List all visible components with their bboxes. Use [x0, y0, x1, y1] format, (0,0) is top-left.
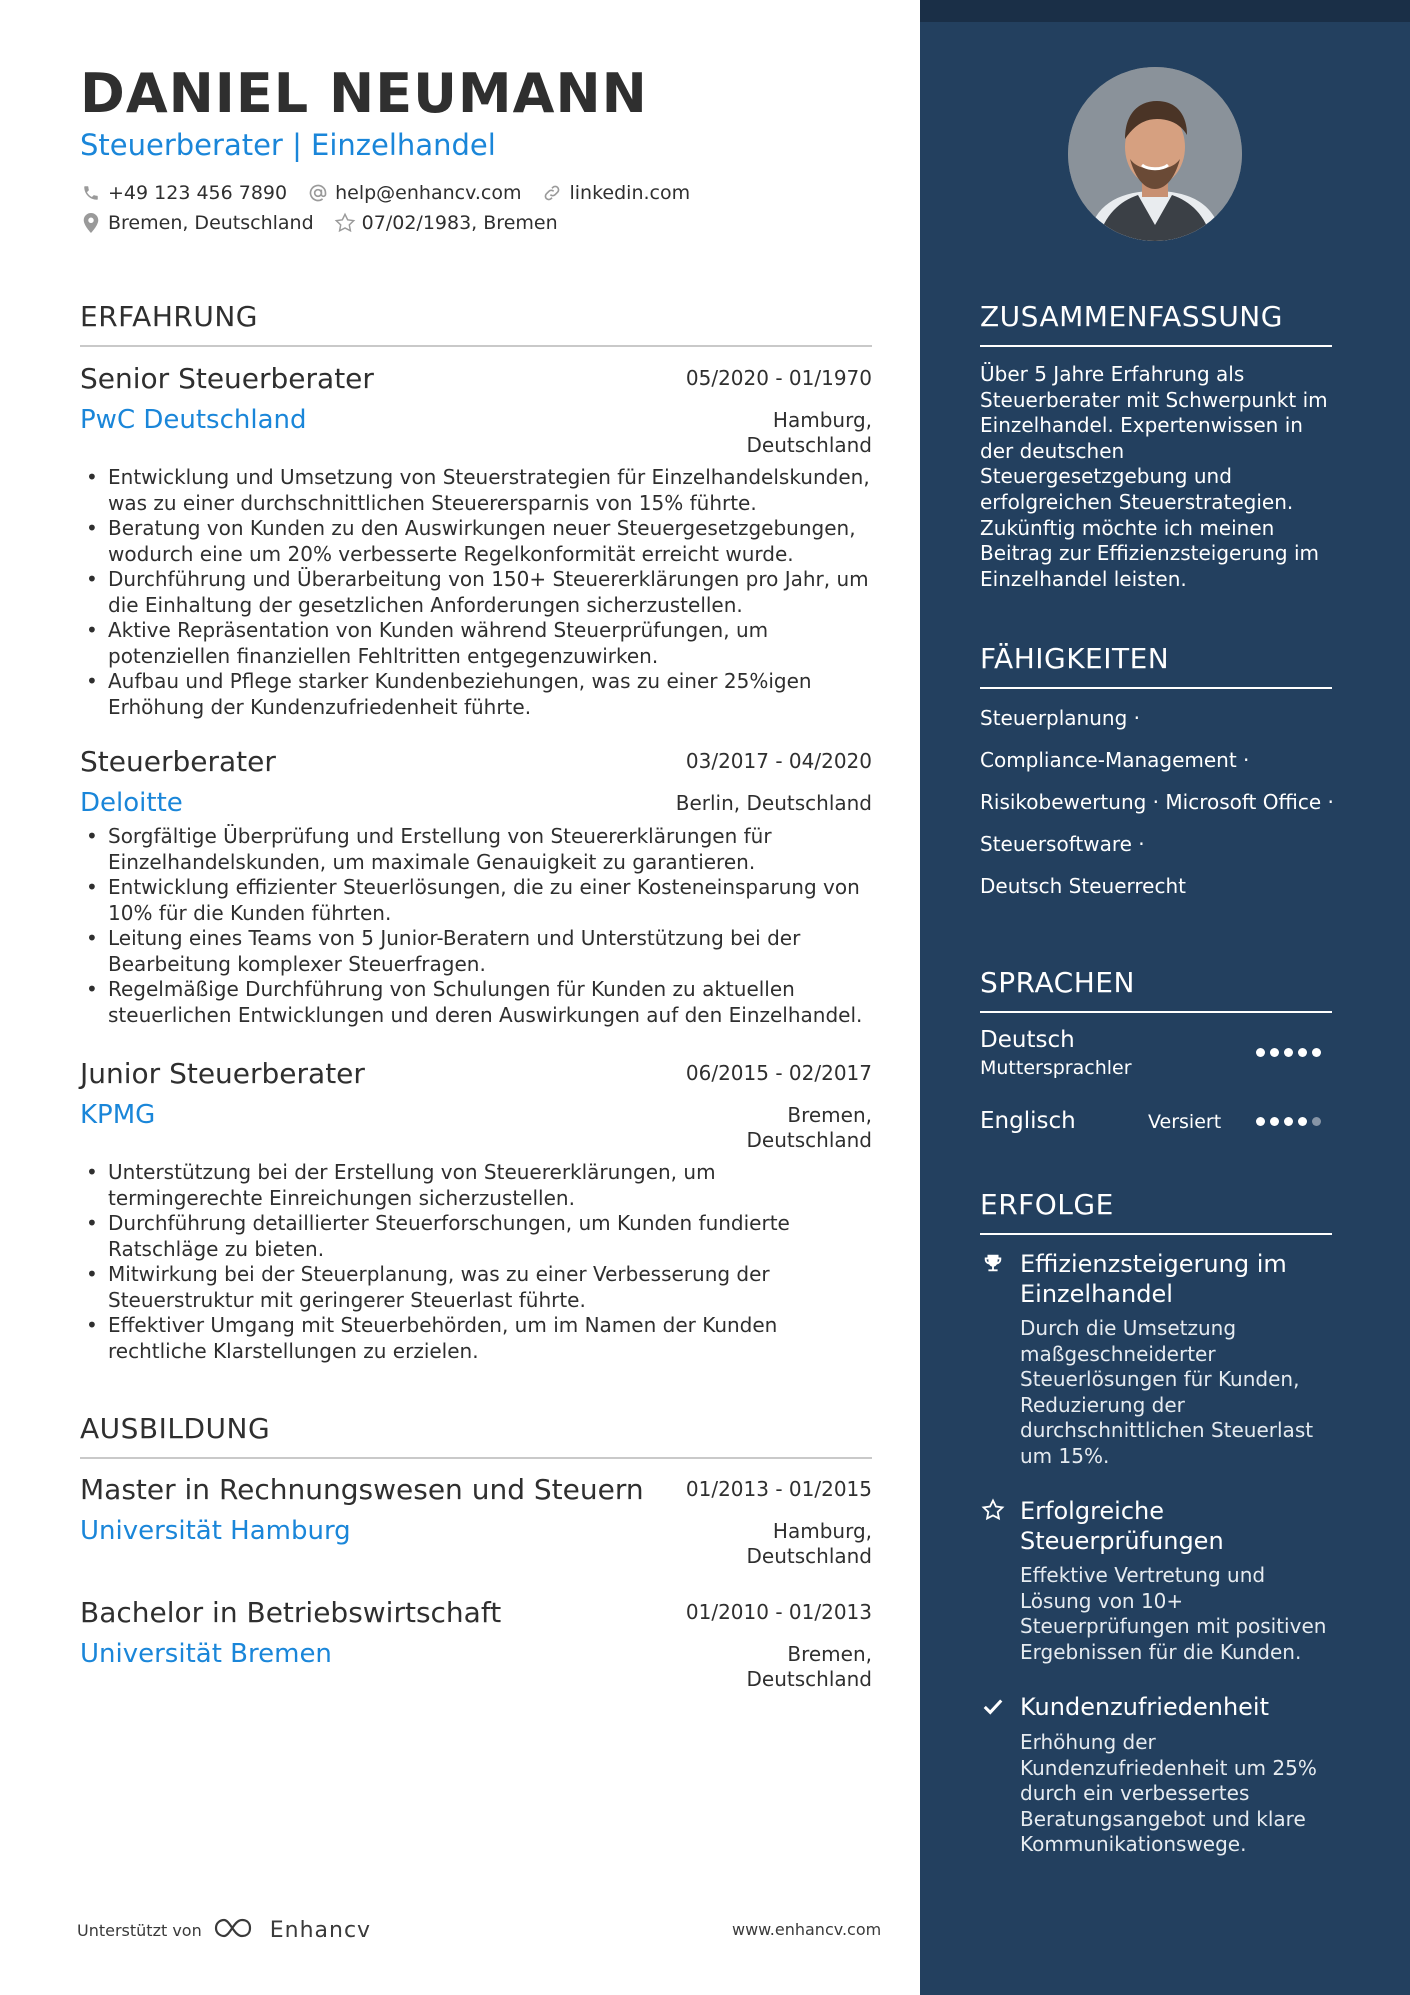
education-degree: Bachelor in Betriebswirtschaft: [80, 1596, 502, 1629]
list-item: • Unterstützung bei der Erstellung von Steuererklärungen, um termingerechte Einreichungen sicherzustellen.: [80, 1160, 872, 1211]
link-icon: [541, 182, 563, 204]
skill-item: Steuerplanung ·: [980, 706, 1140, 730]
contact-row: [80, 182, 690, 204]
job-entry: [80, 745, 872, 1028]
rating-dot: [1298, 1048, 1307, 1057]
rating-dot: [1270, 1117, 1279, 1126]
skill-item: Steuersoftware ·: [980, 832, 1145, 856]
list-item: • Aktive Repräsentation von Kunden während Steuerprüfungen, um potenziellen finanziellen Fehltritten entgegenzuwirken.: [80, 618, 872, 669]
birth-text: 07/02/1983, Bremen: [361, 212, 558, 234]
list-item: • Effektiver Umgang mit Steuerbehörden, um im Namen der Kunden rechtliche Klarstellungen zu erzielen.: [80, 1313, 872, 1364]
experience-heading: ERFAHRUNG: [80, 300, 258, 333]
rating-dot: [1298, 1117, 1307, 1126]
list-item: • Durchführung detaillierter Steuerforschungen, um Kunden fundierte Ratschläge zu bieten.: [80, 1211, 872, 1262]
education-date: 01/2013 - 01/2015: [685, 1477, 872, 1501]
divider: [980, 345, 1332, 347]
powered-label: Unterstützt von: [77, 1920, 202, 1940]
job-location-line: Deutschland: [746, 1128, 872, 1152]
skill-item: Compliance-Management ·: [980, 748, 1250, 772]
job-date: 03/2017 - 04/2020: [685, 749, 872, 773]
check-icon: [980, 1693, 1006, 1719]
job-role: Senior Steuerberater: [80, 362, 374, 395]
job-role: Steuerberater: [80, 745, 276, 778]
achievement-title: Kundenzufriedenheit: [1020, 1693, 1269, 1721]
education-location-line: Deutschland: [746, 1544, 872, 1568]
language-level: Versiert: [1148, 1111, 1222, 1133]
phone-text: +49 123 456 7890: [108, 182, 288, 204]
education-location-line: Hamburg,: [772, 1519, 872, 1543]
skill-item: Risikobewertung · Microsoft Office ·: [980, 790, 1334, 814]
rating-dot: [1256, 1117, 1265, 1126]
job-location-line: Deutschland: [746, 433, 872, 457]
summary-heading: ZUSAMMENFASSUNG: [980, 300, 1283, 333]
trophy-icon: [980, 1250, 1006, 1276]
skill-item: Deutsch Steuerrecht: [980, 874, 1186, 898]
linkedin-text[interactable]: linkedin.com: [569, 182, 691, 204]
list-item: • Mitwirkung bei der Steuerplanung, was zu einer Verbesserung der Steuerstruktur mit geringerer Steuerlast führte.: [80, 1262, 872, 1313]
list-item: • Durchführung und Überarbeitung von 150+ Steuererklärungen pro Jahr, um die Einhaltung der gesetzlichen Anforderungen sicherzustellen.: [80, 567, 872, 618]
footer-powered: [77, 1916, 371, 1944]
location-pin-icon: [80, 212, 102, 234]
education-heading: AUSBILDUNG: [80, 1412, 271, 1445]
phone-item: [80, 182, 287, 204]
achievements-heading: ERFOLGE: [980, 1188, 1114, 1221]
at-icon: [307, 182, 329, 204]
education-degree: Master in Rechnungswesen und Steuern: [80, 1473, 644, 1506]
achievement-desc: Erhöhung der Kundenzufriedenheit um 25% durch ein verbessertes Beratungsangebot und klare Kommunikationswege.: [1020, 1730, 1317, 1857]
divider: [80, 345, 872, 347]
job-location: [747, 1103, 873, 1153]
list-item: • Entwicklung effizienter Steuerlösungen, die zu einer Kosteneinsparung von 10% für die Kunden führten.: [80, 875, 872, 926]
rating-dot: [1284, 1117, 1293, 1126]
sidebar-top-bar: [920, 0, 1410, 22]
phone-icon: [80, 182, 102, 204]
job-company[interactable]: Deloitte: [80, 788, 183, 818]
linkedin-item[interactable]: [541, 182, 690, 204]
enhancv-logo-icon: [212, 1916, 260, 1944]
email-text[interactable]: help@enhancv.com: [335, 182, 522, 204]
list-item: • Aufbau und Pflege starker Kundenbeziehungen, was zu einer 25%igen Erhöhung der Kundenzufriedenheit führte.: [80, 669, 872, 720]
brand-name: Enhancv: [269, 1917, 372, 1943]
achievement-title: Erfolgreiche Steuerprüfungen: [1020, 1497, 1224, 1555]
location-text: Bremen, Deutschland: [108, 212, 314, 234]
language-level: Muttersprachler: [980, 1057, 1132, 1079]
list-item: • Beratung von Kunden zu den Auswirkungen neuer Steuergesetzgebungen, wodurch eine um 20% verbesserte Regelkonformität erreicht wurde.: [80, 516, 872, 567]
education-location: [747, 1642, 873, 1692]
rating-dot: [1312, 1117, 1321, 1126]
languages-heading: SPRACHEN: [980, 966, 1135, 999]
divider: [980, 687, 1332, 689]
list-item: • Regelmäßige Durchführung von Schulungen für Kunden zu aktuellen steuerlichen Entwicklungen und deren Auswirkungen auf den Einzelhandel.: [80, 977, 872, 1028]
achievement-title: Effizienzsteigerung im Einzelhandel: [1020, 1250, 1287, 1308]
location-item: [80, 212, 314, 234]
language-rating: [1256, 1048, 1321, 1057]
job-date: 06/2015 - 02/2017: [685, 1061, 872, 1085]
job-company[interactable]: KPMG: [80, 1100, 156, 1130]
job-bullets: [80, 1160, 872, 1364]
language-name: Deutsch: [980, 1027, 1075, 1053]
email-item[interactable]: [307, 182, 521, 204]
rating-dot: [1284, 1048, 1293, 1057]
star-outline-icon: [334, 212, 356, 234]
divider: [980, 1011, 1332, 1013]
language-name: Englisch: [980, 1108, 1076, 1134]
sidebar: [920, 0, 1410, 1995]
skills-heading: FÄHIGKEITEN: [980, 642, 1170, 675]
footer-url[interactable]: www.enhancv.com: [732, 1920, 882, 1939]
list-item: • Entwicklung und Umsetzung von Steuerstrategien für Einzelhandelskunden, was zu einer durchschnittlichen Steuerersparnis von 15% führte.: [80, 465, 872, 516]
job-location: [747, 408, 873, 458]
job-bullets: [80, 465, 872, 720]
job-role: Junior Steuerberater: [80, 1057, 365, 1090]
achievement-desc: Durch die Umsetzung maßgeschneiderter Steuerlösungen für Kunden, Reduzierung der durchschnittlichen Steuerlast um 15%.: [1020, 1316, 1314, 1468]
candidate-title: Steuerberater | Einzelhandel: [80, 128, 496, 162]
summary-text: Über 5 Jahre Erfahrung als Steuerberater mit Schwerpunkt im Einzelhandel. Expertenwissen in der deutschen Steuergesetzgebung und erfolgreichen Steuerstrategien. Zukünftig möchte ich meinen Beitrag zur Effizienzsteigerung im Einzelhandel leisten.: [980, 362, 1328, 591]
rating-dot: [1312, 1048, 1321, 1057]
education-location: [747, 1519, 873, 1569]
candidate-name: DANIEL NEUMANN: [80, 62, 648, 125]
job-bullets: [80, 824, 872, 1028]
job-company[interactable]: PwC Deutschland: [80, 405, 307, 435]
job-location-line: Bremen,: [787, 1103, 872, 1127]
achievement-desc: Effektive Vertretung und Lösung von 10+ Steuerprüfungen mit positiven Ergebnissen für die Kunden.: [1020, 1563, 1327, 1664]
job-location-line: Berlin, Deutschland: [675, 791, 872, 815]
job-entry: [80, 1057, 872, 1364]
divider: [80, 1457, 872, 1459]
job-date: 05/2020 - 01/1970: [685, 366, 872, 390]
education-location-line: Deutschland: [746, 1667, 872, 1691]
education-date: 01/2010 - 01/2013: [685, 1600, 872, 1624]
education-school[interactable]: Universität Bremen: [80, 1639, 332, 1669]
job-location: [676, 791, 872, 816]
contact-row-2: [80, 212, 558, 234]
list-item: • Leitung eines Teams von 5 Junior-Beratern und Unterstützung bei der Bearbeitung komplexer Steuerfragen.: [80, 926, 872, 977]
list-item: • Sorgfältige Überprüfung und Erstellung von Steuererklärungen für Einzelhandelskunden, um maximale Genauigkeit zu garantieren.: [80, 824, 872, 875]
education-entry: [80, 1473, 872, 1568]
rating-dot: [1256, 1048, 1265, 1057]
star-icon: [980, 1497, 1006, 1523]
avatar: [1068, 67, 1242, 241]
education-entry: [80, 1596, 872, 1691]
divider: [980, 1233, 1332, 1235]
job-location-line: Hamburg,: [772, 408, 872, 432]
education-location-line: Bremen,: [787, 1642, 872, 1666]
education-school[interactable]: Universität Hamburg: [80, 1516, 351, 1546]
language-rating: [1256, 1117, 1321, 1126]
rating-dot: [1270, 1048, 1279, 1057]
birth-item: [334, 212, 558, 234]
job-entry: [80, 362, 872, 720]
